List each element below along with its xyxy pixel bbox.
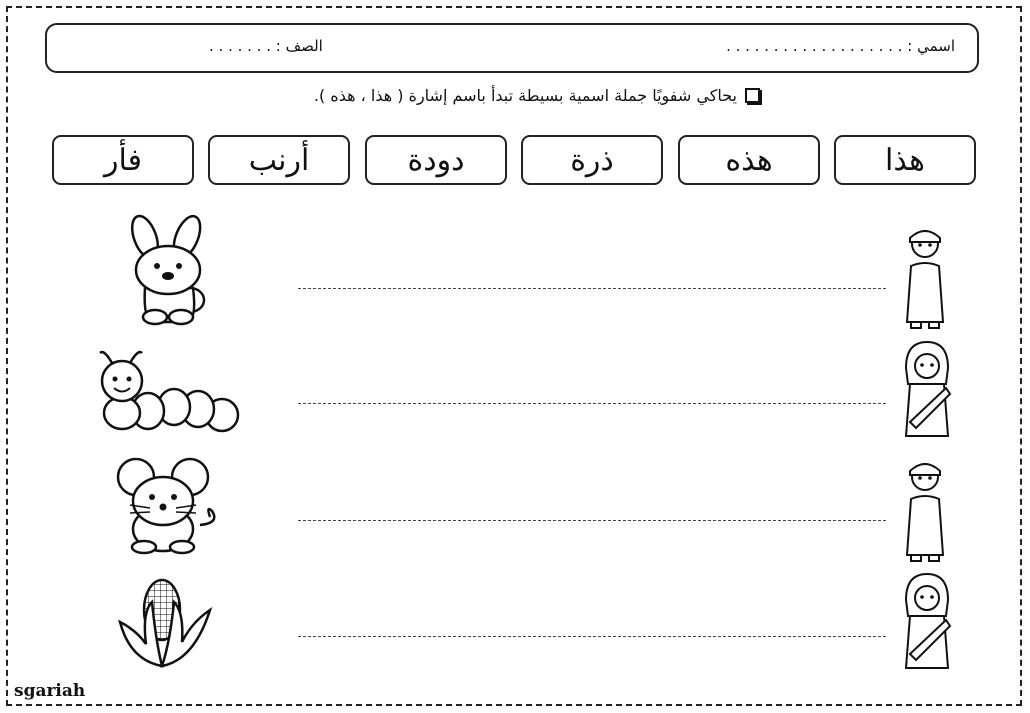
caterpillar-icon: [82, 345, 242, 437]
name-field-label[interactable]: اسمي : . . . . . . . . . . . . . . . . . . .: [726, 37, 955, 55]
corn-icon: [112, 572, 222, 672]
checkbox-icon[interactable]: [745, 88, 760, 103]
instruction-text: يحاكي شفويًا جملة اسمية بسيطة تبدأ باسم إشارة ( هذا ، هذه ).: [313, 86, 737, 105]
word-card-hatha[interactable]: هذا: [834, 135, 976, 185]
word-card-corn[interactable]: ذرة: [521, 135, 663, 185]
instruction-line: [314, 86, 760, 105]
girl-icon: [898, 570, 956, 676]
answer-line-4[interactable]: [298, 636, 886, 637]
word-card-worm[interactable]: دودة: [365, 135, 507, 185]
rabbit-icon: [115, 212, 225, 330]
mouse-icon: [112, 455, 224, 555]
girl-icon: [898, 338, 956, 444]
word-card-rabbit[interactable]: أرنب: [208, 135, 350, 185]
student-info-box: [45, 23, 979, 73]
boy-icon: [897, 455, 953, 563]
watermark-text: sgariah: [14, 681, 86, 701]
boy-icon: [897, 222, 953, 330]
word-card-hathihi[interactable]: هذه: [678, 135, 820, 185]
answer-line-3[interactable]: [298, 520, 886, 521]
answer-line-1[interactable]: [298, 288, 886, 289]
class-field-label[interactable]: الصف : . . . . . . .: [209, 37, 323, 55]
word-card-mouse[interactable]: فأر: [52, 135, 194, 185]
word-bank: [0, 135, 1030, 187]
answer-line-2[interactable]: [298, 403, 886, 404]
